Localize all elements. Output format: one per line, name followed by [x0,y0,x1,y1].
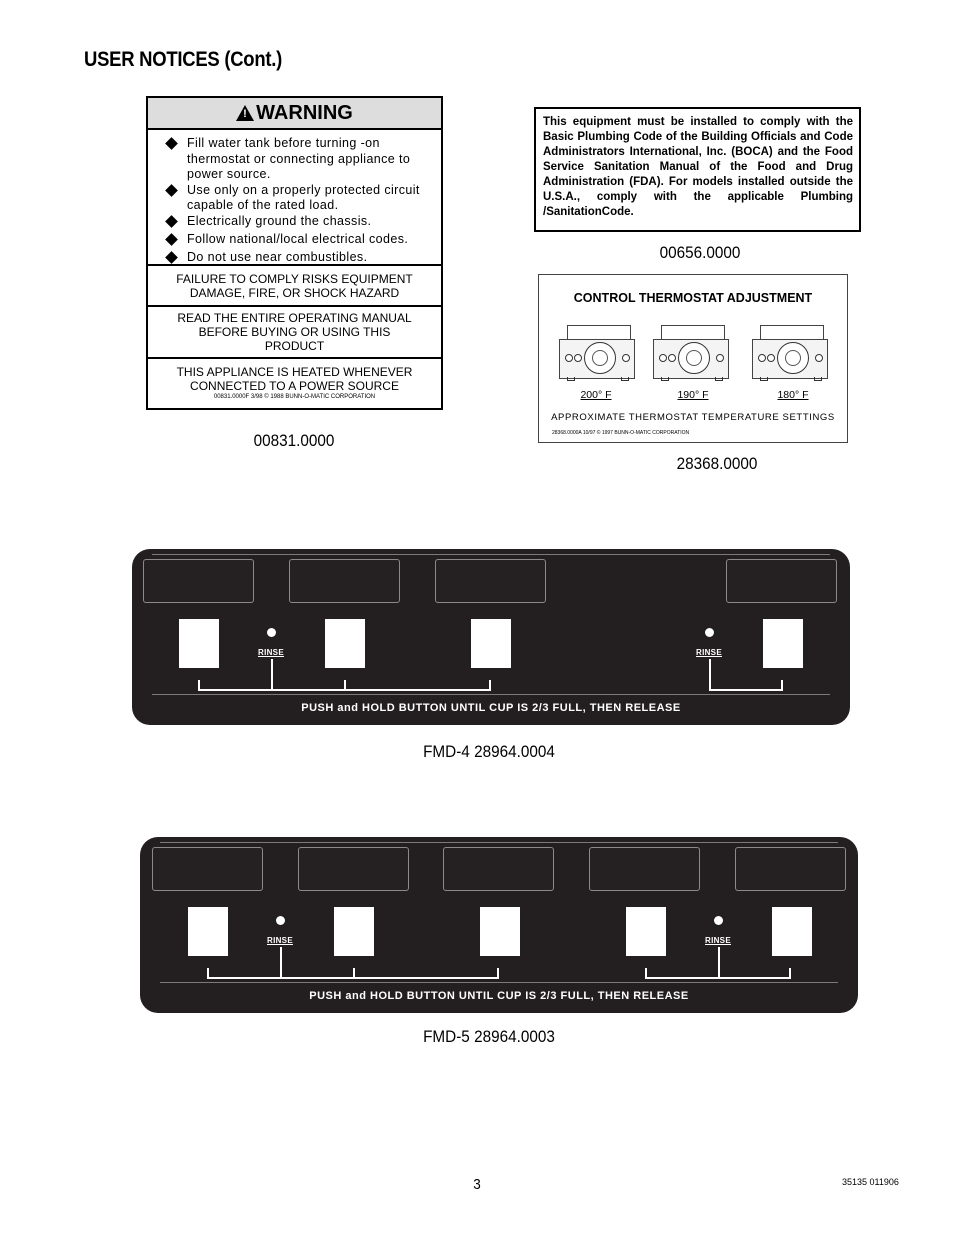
bracket-line [198,680,200,690]
fmd4-rinse-label: RINSE [696,648,722,657]
warning-bullet: Electrically ground the chassis. [166,214,433,230]
bracket-line [789,968,791,978]
fmd5-caption: FMD-5 28964.0003 [423,1027,555,1046]
warning-box-heated [148,359,441,406]
fmd5-rinse-indicator [714,916,723,925]
bracket-line [718,947,720,978]
fmd5-dispense-button[interactable] [772,907,812,956]
plumbing-notice: This equipment must be installed to comply with the Basic Plumbing Code of the Building Officials and Code Administrators International, Inc. (BOCA) and the Food Service Sanitation Manual of the Food and Drug Administration (FDA). For models installed outside the U.S.A., comply with the applicable Plumbing /SanitationCode. [534,107,861,232]
bracket-line [280,947,282,978]
bracket-line [271,659,273,690]
bracket-line [645,968,647,978]
fmd4-caption: FMD-4 28964.0004 [423,742,555,761]
fmd4-label-slot [143,559,254,603]
warning-triangle-icon: ! [236,105,254,121]
thermostat-copyright: 28368.0000A 10/97 © 1997 BUNN-O-MATIC CORPORATION [552,430,690,436]
fmd5-rinse-label: RINSE [705,936,731,945]
fmd5-label-slot [589,847,700,891]
warning-bullet: Follow national/local electrical codes. [166,232,433,248]
thermostat-dial-icon [653,325,729,381]
fmd5-panel [140,837,858,1013]
bracket-line [709,659,711,690]
page-title: USER NOTICES (Cont.) [84,48,282,71]
warning-box-read-manual: READ THE ENTIRE OPERATING MANUAL BEFORE BUYING OR USING THIS PRODUCT [148,307,441,359]
fmd4-instruction: PUSH and HOLD BUTTON UNTIL CUP IS 2/3 FULL, THEN RELEASE [301,702,681,714]
warning-bullet-list [148,130,441,266]
fmd5-dispense-button[interactable] [334,907,374,956]
fmd5-dispense-button[interactable] [480,907,520,956]
fmd5-dispense-button[interactable] [626,907,666,956]
bracket-line [344,680,346,690]
bracket-line [489,680,491,690]
thermostat-dial-icon [559,325,635,381]
fmd5-rinse-label: RINSE [267,936,293,945]
bracket-line [709,689,783,691]
bracket-line [781,680,783,690]
warning-caption: 00831.0000 [253,431,335,450]
fmd4-rinse-label: RINSE [258,648,284,657]
warning-heated-text: THIS APPLIANCE IS HEATED WHENEVER CONNECTED TO A POWER SOURCE [176,364,413,393]
fmd5-label-slot [152,847,263,891]
warning-bullet: Do not use near combustibles. [166,250,433,266]
diamond-bullet-icon [165,251,178,264]
thermostat-card [538,274,848,443]
thermostat-dial-icon [752,325,828,381]
warning-bullet: Use only on a properly protected circuit capable of the rated load. [166,183,433,214]
fmd4-dispense-button[interactable] [325,619,365,668]
fmd5-instruction: PUSH and HOLD BUTTON UNTIL CUP IS 2/3 FULL, THEN RELEASE [309,990,689,1002]
warning-heading-text: WARNING [256,101,353,124]
thermostat-caption: 28368.0000 [676,454,758,473]
fmd4-rinse-indicator [267,628,276,637]
fmd4-dispense-button[interactable] [179,619,219,668]
warning-bullet: Fill water tank before turning -on thermostat or connecting appliance to power source. [166,136,433,183]
temp-setting-180: 180° F [777,389,809,401]
temp-setting-200: 200° F [580,389,612,401]
warning-label [146,96,443,410]
diamond-bullet-icon [165,184,178,197]
fmd5-label-slot [443,847,554,891]
fmd5-label-slot [298,847,409,891]
document-code: 35135 011906 [842,1177,899,1187]
bracket-line [207,968,209,978]
bracket-line [497,968,499,978]
fmd4-panel [132,549,850,725]
diamond-bullet-icon [165,137,178,150]
thermostat-subtitle: APPROXIMATE THERMOSTAT TEMPERATURE SETTINGS [551,412,835,423]
fmd5-rinse-indicator [276,916,285,925]
fmd4-label-slot [435,559,546,603]
page-number: 3 [473,1176,481,1193]
warning-box-failure: FAILURE TO COMPLY RISKS EQUIPMENT DAMAGE, FIRE, OR SHOCK HAZARD [148,266,441,307]
temp-setting-190: 190° F [677,389,709,401]
fmd5-dispense-button[interactable] [188,907,228,956]
warning-heading [148,98,441,130]
fmd4-rinse-indicator [705,628,714,637]
fmd4-label-slot [726,559,837,603]
warning-copyright: 00831.0000F 3/98 © 1988 BUNN-O-MATIC CORPORATION [213,393,376,400]
bracket-line [353,968,355,978]
diamond-bullet-icon [165,215,178,228]
fmd5-label-slot [735,847,846,891]
fmd4-label-slot [289,559,400,603]
plumbing-caption: 00656.0000 [659,243,741,262]
thermostat-title: CONTROL THERMOSTAT ADJUSTMENT [573,291,813,305]
fmd4-dispense-button[interactable] [763,619,803,668]
diamond-bullet-icon [165,233,178,246]
fmd4-dispense-button[interactable] [471,619,511,668]
